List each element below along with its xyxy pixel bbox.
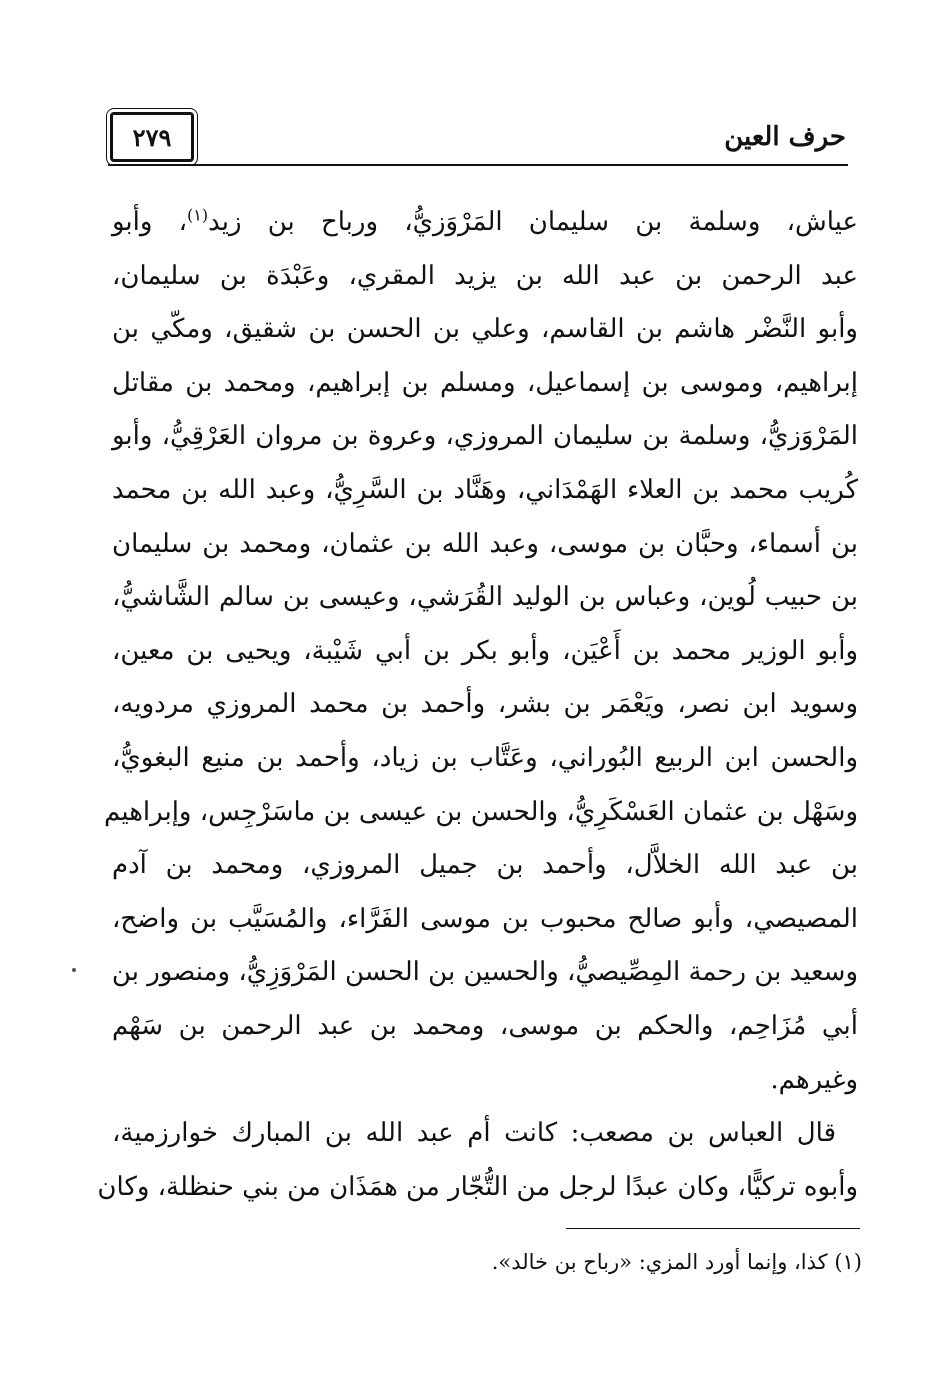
running-head: حرف العين [724,122,846,152]
page-number: ٢٧٩ [110,112,194,162]
text-line-part: ، وأبو [112,207,188,237]
text-line: عبد الرحمن بن عبد الله بن يزيد المقري، وعَبْدَة بن سليمان، [112,260,858,291]
text-line: والحسن ابن الربيع البُوراني، وعَتَّاب بن زياد، وأحمد بن منيع البغويُّ، [112,742,858,773]
text-line: المصيصي، وأبو صالح محبوب بن موسى الفَرَّاء، والمُسَيَّب بن واضح، [112,903,858,934]
header-rule [108,164,848,166]
text-line [112,196,858,250]
text-line: وسَهْل بن عثمان العَسْكَرِيُّ، والحسن بن عيسى بن ماسَرْجِس، وإبراهيم [104,796,858,827]
text-line-part: عياش، وسلمة بن سليمان المَرْوَزيُّ، ورباح بن زيد [208,207,858,237]
footnote-reference: (١) [187,205,209,225]
text-line: بن عبد الله الخلاَّل، وأحمد بن جميل المروزي، ومحمد بن آدم [112,850,858,881]
footnote-rule [566,1228,860,1229]
text-line: قال العباس بن مصعب: كانت أم عبد الله بن المبارك خوارزمية، [112,1118,836,1149]
text-line: وأبوه تركيًّا، وكان عبدًا لرجل من التُّجّار من همَذَان من بني حنظلة، وكان [97,1171,858,1202]
text-line: وسعيد بن رحمة المِصِّيصيُّ، والحسين بن الحسن المَرْوَزِيُّ، ومنصور بن [111,957,858,988]
text-line: بن أسماء، وحبَّان بن موسى، وعبد الله بن عثمان، ومحمد بن سليمان [112,528,858,559]
scan-speck [72,968,76,972]
text-line: المَرْوَزيُّ، وسلمة بن سليمان المروزي، وعروة بن مروان العَرْقِيُّ، وأبو [112,421,858,452]
page-header [108,112,848,168]
text-line: وسويد ابن نصر، ويَعْمَر بن بشر، وأحمد بن محمد المروزي مردويه، [112,689,858,720]
body-text [97,196,858,1214]
text-line: إبراهيم، وموسى بن إسماعيل، ومسلم بن إبراهيم، ومحمد بن مقاتل [112,367,858,398]
text-line: كُريب محمد بن العلاء الهَمْدَاني، وهَنَّاد بن السَّرِيُّ، وعبد الله بن محمد [112,474,858,505]
footnote: (١) كذا، وإنما أورد المزي: «رباح بن خالد». [491,1250,862,1274]
text-line: أبي مُزَاحِم، والحكم بن موسى، ومحمد بن عبد الرحمن بن سَهْم [112,1010,858,1041]
paragraph-end-line: وغيرهم. [770,1064,858,1095]
text-line: وأبو النَّضْر هاشم بن القاسم، وعلي بن الحسن بن شقيق، ومكّي بن [112,314,858,345]
text-line: بن حبيب لُوين، وعباس بن الوليد القُرَشي، وعيسى بن سالم الشَّاشيُّ، [112,582,858,613]
text-line: وأبو الوزير محمد بن أَعْيَن، وأبو بكر بن أبي شَيْبة، ويحيى بن معين، [112,635,858,666]
